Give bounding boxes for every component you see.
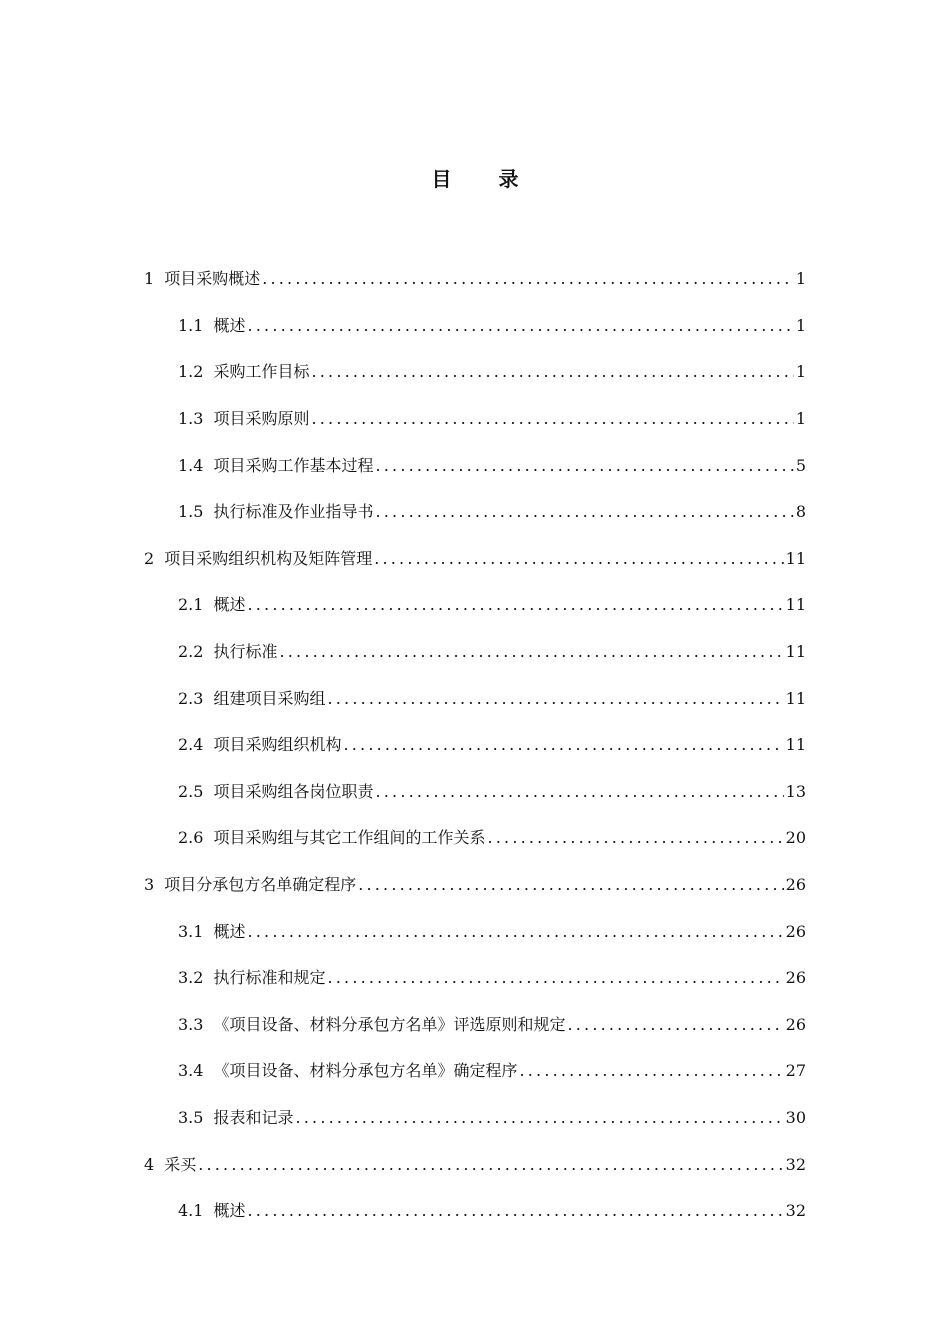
toc-entry-text: 项目采购组各岗位职责 xyxy=(213,781,374,801)
toc-entry-page-number: 1 xyxy=(795,409,806,429)
toc-entry[interactable] xyxy=(0,1188,950,1235)
toc-dot-leader xyxy=(375,452,793,480)
toc-entry[interactable] xyxy=(0,769,950,816)
toc-entry-label xyxy=(178,358,309,386)
toc-entry-number: 1.3 xyxy=(178,409,204,429)
toc-title: 目 录 xyxy=(431,167,539,191)
toc-entry-label xyxy=(144,545,372,573)
toc-entry-label xyxy=(178,1057,517,1085)
toc-entry-label xyxy=(144,265,260,293)
toc-entry[interactable] xyxy=(0,442,950,489)
toc-entry-text: 执行标准及作业指导书 xyxy=(213,502,374,522)
toc-dot-leader xyxy=(279,638,783,666)
toc-entry-text: 项目采购组与其它工作组间的工作关系 xyxy=(213,828,486,848)
toc-entry-label xyxy=(178,1197,245,1225)
toc-entry-number: 2.1 xyxy=(178,595,204,615)
toc-entry-page-number: 32 xyxy=(785,1154,806,1174)
toc-entry-page-number: 11 xyxy=(785,595,806,615)
toc-entry-label xyxy=(178,1011,565,1039)
toc-entry[interactable] xyxy=(0,629,950,676)
toc-entry[interactable] xyxy=(0,489,950,536)
toc-entry-label xyxy=(144,1151,196,1179)
toc-dot-leader xyxy=(343,731,783,759)
toc-dot-leader xyxy=(247,312,793,340)
toc-entry-page-number: 26 xyxy=(785,1014,806,1034)
toc-entry[interactable] xyxy=(0,862,950,909)
toc-entry[interactable] xyxy=(0,582,950,629)
toc-entry[interactable] xyxy=(0,815,950,862)
toc-entry[interactable] xyxy=(0,256,950,303)
toc-dot-leader xyxy=(519,1057,783,1085)
toc-dot-leader xyxy=(327,964,783,992)
toc-entry-number: 3.1 xyxy=(178,921,204,941)
toc-entry-number: 2 xyxy=(144,548,155,568)
toc-entry-number: 3.2 xyxy=(178,968,204,988)
toc-entry-number: 2.5 xyxy=(178,781,204,801)
toc-entry[interactable] xyxy=(0,1141,950,1188)
toc-entry-text: 执行标准和规定 xyxy=(213,968,326,988)
toc-entry[interactable] xyxy=(0,396,950,443)
toc-entry[interactable] xyxy=(0,349,950,396)
toc-dot-leader xyxy=(262,265,794,293)
toc-dot-leader xyxy=(375,778,783,806)
toc-entry[interactable] xyxy=(0,722,950,769)
toc-entry-text: 项目采购工作基本过程 xyxy=(213,455,374,475)
toc-dot-leader xyxy=(487,824,783,852)
toc-entry-label xyxy=(178,918,245,946)
toc-entry-number: 1.1 xyxy=(178,315,204,335)
toc-entry-page-number: 30 xyxy=(785,1107,806,1127)
toc-entry-label xyxy=(178,498,373,526)
toc-entry-label xyxy=(178,452,373,480)
toc-entry-page-number: 26 xyxy=(785,921,806,941)
toc-entry-label xyxy=(178,1104,293,1132)
toc-entry-text: 概述 xyxy=(213,1201,246,1221)
toc-entry-label xyxy=(178,405,309,433)
toc-dot-leader xyxy=(247,1197,783,1225)
toc-entry-page-number: 11 xyxy=(785,688,806,708)
toc-entry-page-number: 13 xyxy=(785,781,806,801)
toc-entry-text: 项目采购原则 xyxy=(213,409,310,429)
toc-entry-number: 4.1 xyxy=(178,1201,204,1221)
toc-entry-page-number: 11 xyxy=(785,548,806,568)
toc-dot-leader xyxy=(247,918,783,946)
toc-entry-label xyxy=(178,964,325,992)
toc-entry[interactable] xyxy=(0,1002,950,1049)
toc-dot-leader xyxy=(375,498,793,526)
toc-entry-label xyxy=(178,638,277,666)
toc-entry-number: 2.4 xyxy=(178,735,204,755)
toc-dot-leader xyxy=(295,1104,783,1132)
toc-entry-number: 1.4 xyxy=(178,455,204,475)
toc-entry-text: 采买 xyxy=(164,1154,197,1174)
toc-entry-text: 《项目设备、材料分承包方名单》评选原则和规定 xyxy=(213,1014,566,1034)
toc-dot-leader xyxy=(374,545,783,573)
toc-entry-text: 项目采购概述 xyxy=(164,269,261,289)
toc-entry-label xyxy=(178,312,245,340)
toc-dot-leader xyxy=(358,871,783,899)
toc-entry[interactable] xyxy=(0,908,950,955)
toc-entry[interactable] xyxy=(0,536,950,583)
toc-entry-page-number: 32 xyxy=(785,1201,806,1221)
toc-entry-label xyxy=(178,731,341,759)
toc-entry-number: 1 xyxy=(144,269,155,289)
toc-entry-text: 组建项目采购组 xyxy=(213,688,326,708)
toc-entry-page-number: 27 xyxy=(785,1061,806,1081)
toc-entry-page-number: 26 xyxy=(785,875,806,895)
toc-entry-number: 1.2 xyxy=(178,362,204,382)
table-of-contents xyxy=(0,256,950,1234)
toc-entry-number: 2.6 xyxy=(178,828,204,848)
toc-entry-text: 项目采购组织机构及矩阵管理 xyxy=(164,548,373,568)
toc-entry-number: 2.3 xyxy=(178,688,204,708)
toc-entry-page-number: 11 xyxy=(785,642,806,662)
toc-entry-label xyxy=(178,824,485,852)
toc-entry-page-number: 5 xyxy=(795,455,806,475)
toc-dot-leader xyxy=(198,1151,783,1179)
toc-entry-page-number: 1 xyxy=(795,269,806,289)
toc-entry-number: 3.4 xyxy=(178,1061,204,1081)
toc-entry-page-number: 20 xyxy=(785,828,806,848)
toc-entry-label xyxy=(178,778,373,806)
toc-entry[interactable] xyxy=(0,1048,950,1095)
toc-entry[interactable] xyxy=(0,675,950,722)
toc-entry-text: 采购工作目标 xyxy=(213,362,310,382)
toc-entry-number: 4 xyxy=(144,1154,155,1174)
toc-dot-leader xyxy=(311,358,793,386)
toc-entry-label xyxy=(144,871,356,899)
toc-entry-number: 3.3 xyxy=(178,1014,204,1034)
toc-entry[interactable] xyxy=(0,955,950,1002)
toc-entry[interactable] xyxy=(0,303,950,350)
toc-entry-page-number: 1 xyxy=(795,362,806,382)
toc-dot-leader xyxy=(247,591,783,619)
toc-entry-text: 项目分承包方名单确定程序 xyxy=(164,875,357,895)
toc-entry-label xyxy=(178,685,325,713)
toc-entry[interactable] xyxy=(0,1095,950,1142)
toc-entry-number: 1.5 xyxy=(178,502,204,522)
toc-entry-text: 项目采购组织机构 xyxy=(213,735,342,755)
toc-dot-leader xyxy=(311,405,793,433)
toc-entry-text: 《项目设备、材料分承包方名单》确定程序 xyxy=(213,1061,518,1081)
toc-entry-page-number: 11 xyxy=(785,735,806,755)
toc-entry-text: 概述 xyxy=(213,315,246,335)
toc-entry-number: 2.2 xyxy=(178,642,204,662)
toc-entry-label xyxy=(178,591,245,619)
toc-dot-leader xyxy=(567,1011,783,1039)
toc-entry-number: 3.5 xyxy=(178,1107,204,1127)
toc-entry-page-number: 26 xyxy=(785,968,806,988)
toc-entry-text: 报表和记录 xyxy=(213,1107,294,1127)
toc-dot-leader xyxy=(327,685,783,713)
toc-entry-text: 概述 xyxy=(213,595,246,615)
toc-entry-page-number: 8 xyxy=(795,502,806,522)
toc-entry-page-number: 1 xyxy=(795,315,806,335)
toc-entry-number: 3 xyxy=(144,875,155,895)
toc-entry-text: 执行标准 xyxy=(213,642,278,662)
toc-entry-text: 概述 xyxy=(213,921,246,941)
